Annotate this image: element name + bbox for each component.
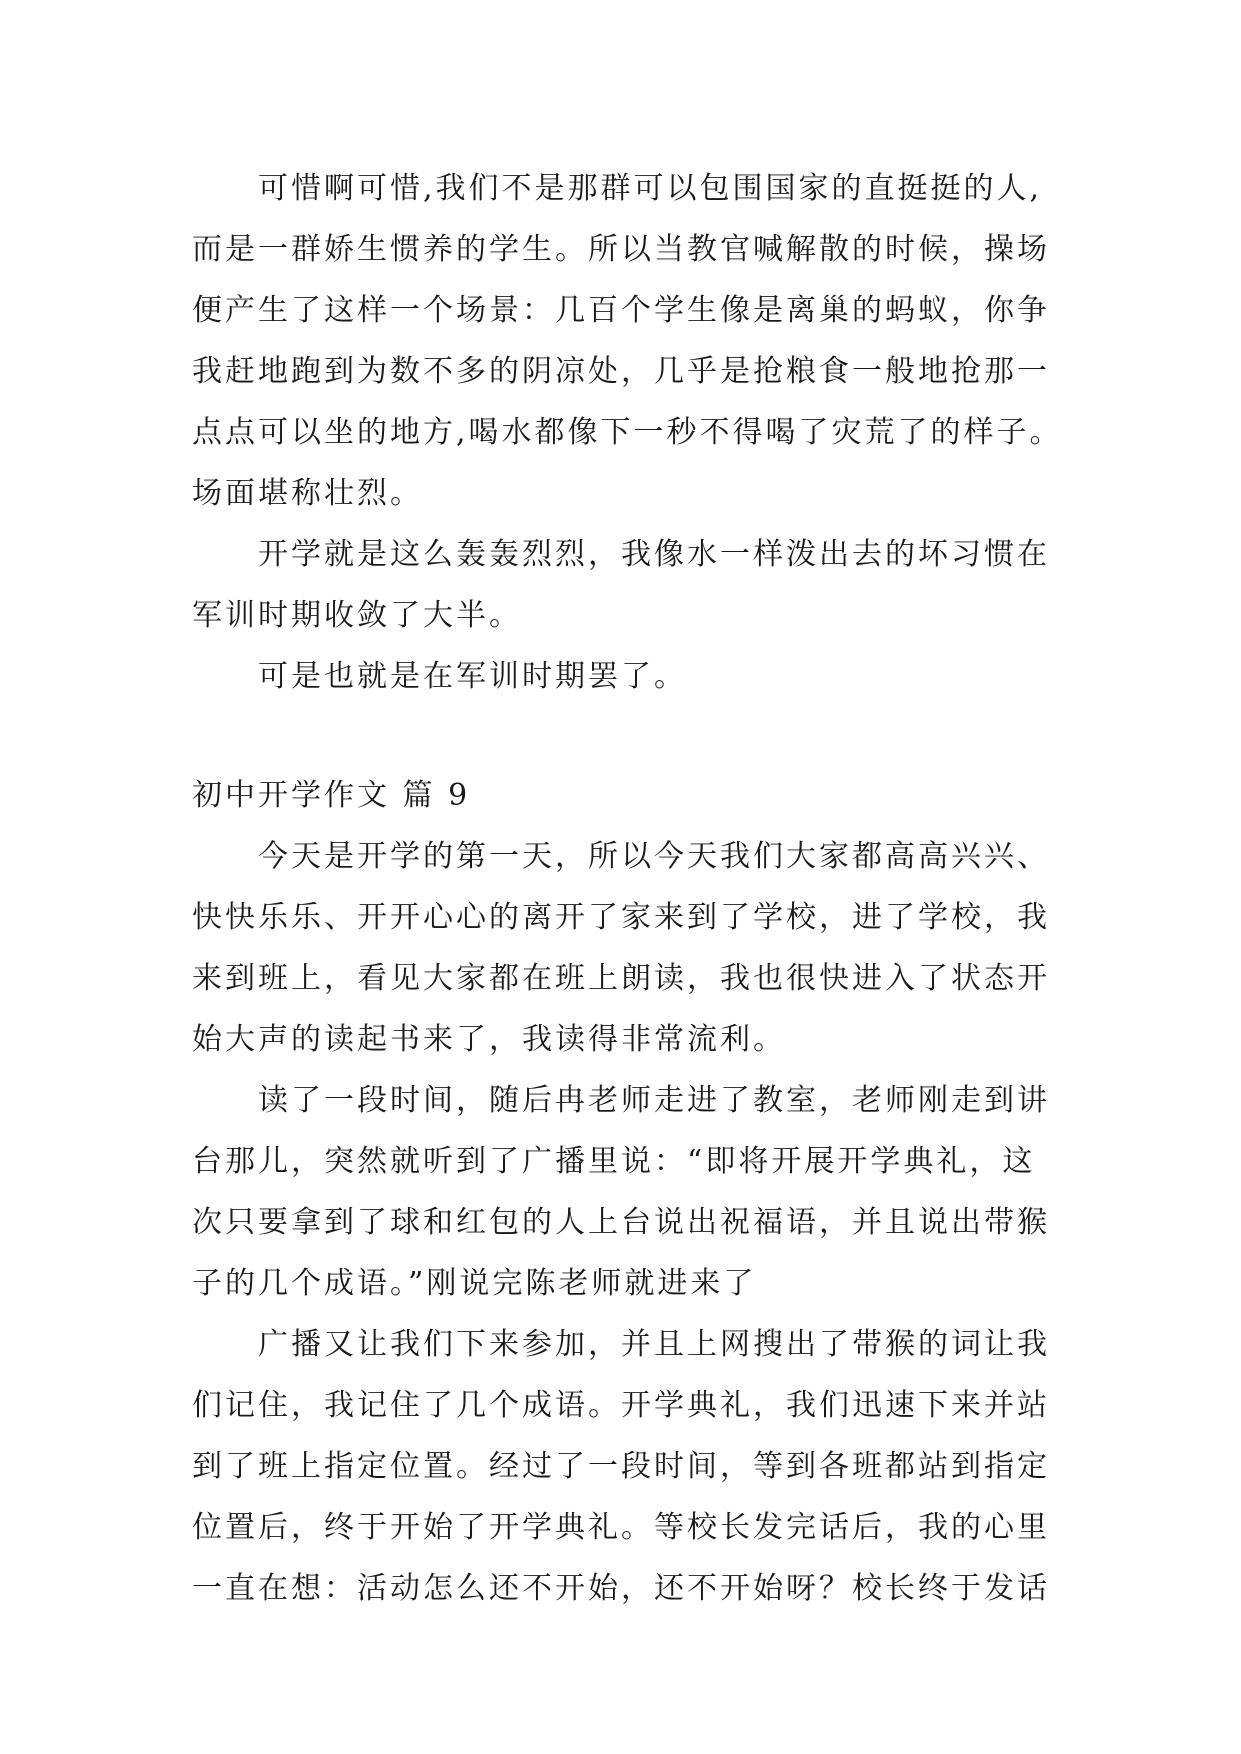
text-line: 可惜啊可惜,我们不是那群可以包围国家的直挺挺的人, bbox=[258, 171, 1043, 206]
text-line: 广播又让我们下来参加，并且上网搜出了带猴的词让我 bbox=[258, 1327, 1050, 1362]
text-line: 读了一段时间，随后冉老师走进了教室，老师刚走到讲 bbox=[258, 1083, 1050, 1118]
text-line: 子的几个成语。”刚说完陈老师就进来了 bbox=[192, 1266, 757, 1301]
text-line: 我赶地跑到为数不多的阴凉处，几乎是抢粮食一般地抢那一 bbox=[192, 354, 1050, 389]
text-line: 始大声的读起书来了，我读得非常流利。 bbox=[192, 1022, 786, 1057]
paragraph bbox=[192, 158, 1092, 524]
document-body bbox=[192, 158, 1092, 1619]
paragraph bbox=[192, 524, 1092, 646]
text-line: 次只要拿到了球和红包的人上台说出祝福语，并且说出带猴 bbox=[192, 1205, 1050, 1240]
paragraph bbox=[192, 1314, 1092, 1619]
text-line: 而是一群娇生惯养的学生。所以当教官喊解散的时候，操场 bbox=[192, 232, 1050, 267]
text-line: 们记住，我记住了几个成语。开学典礼，我们迅速下来并站 bbox=[192, 1388, 1050, 1423]
text-line: 位置后，终于开始了开学典礼。等校长发完话后，我的心里 bbox=[192, 1510, 1050, 1545]
text-line: 快快乐乐、开开心心的离开了家来到了学校，进了学校，我 bbox=[192, 900, 1050, 935]
text-line: 来到班上，看见大家都在班上朗读，我也很快进入了状态开 bbox=[192, 961, 1050, 996]
text-line: 便产生了这样一个场景：几百个学生像是离巢的蚂蚁，你争 bbox=[192, 293, 1050, 328]
text-line: 可是也就是在军训时期罢了。 bbox=[258, 659, 687, 694]
text-line: 台那儿，突然就听到了广播里说：“即将开展开学典礼，这 bbox=[192, 1144, 1036, 1179]
text-line: 今天是开学的第一天，所以今天我们大家都高高兴兴、 bbox=[258, 839, 1050, 874]
section-heading: 初中开学作文 篇 9 bbox=[192, 778, 471, 813]
paragraph bbox=[192, 1070, 1092, 1314]
text-line: 点点可以坐的地方,喝水都像下一秒不得喝了灾荒了的样子。 bbox=[192, 415, 1063, 450]
section-gap bbox=[192, 707, 1092, 765]
paragraph bbox=[192, 826, 1092, 1070]
paragraph bbox=[192, 646, 1092, 707]
text-line: 开学就是这么轰轰烈烈，我像水一样泼出去的坏习惯在 bbox=[258, 537, 1050, 572]
text-line: 军训时期收敛了大半。 bbox=[192, 598, 522, 633]
text-line: 到了班上指定位置。经过了一段时间，等到各班都站到指定 bbox=[192, 1449, 1050, 1484]
text-line: 一直在想：活动怎么还不开始，还不开始呀？校长终于发话 bbox=[192, 1571, 1050, 1606]
text-line: 场面堪称壮烈。 bbox=[192, 476, 423, 511]
